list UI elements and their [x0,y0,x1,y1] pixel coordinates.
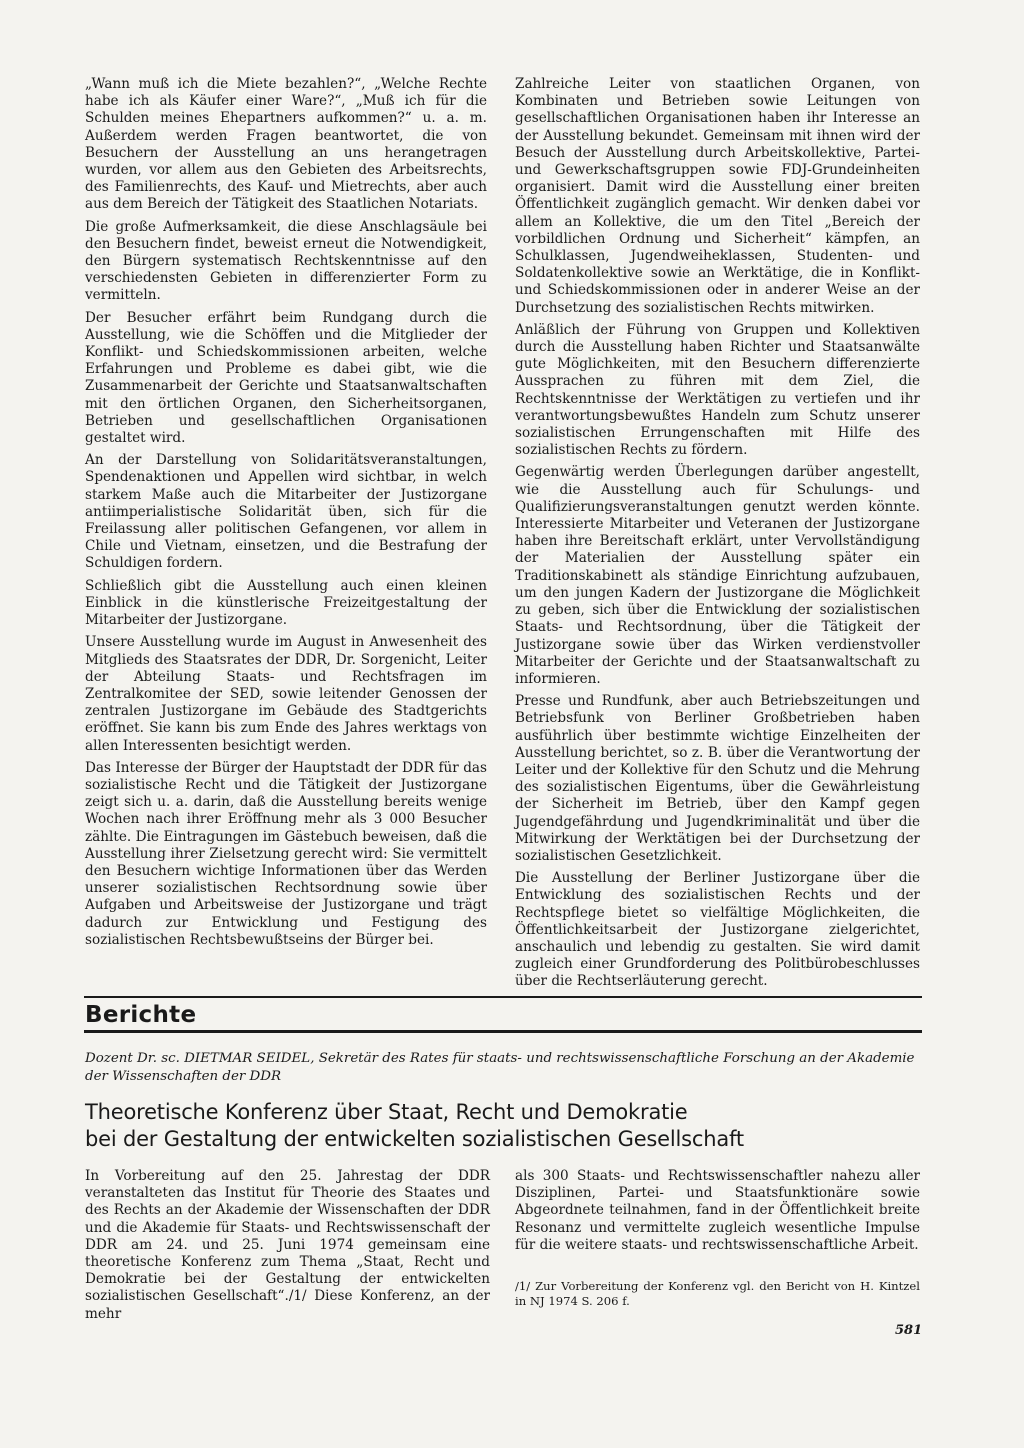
article-title-line: bei der Gestaltung der entwickelten sozialistischen Gesellschaft [85,1127,744,1151]
section-divider-top [84,996,922,998]
footnote: /1/ Zur Vorbereitung der Konferenz vgl. den Bericht von H. Kintzel in NJ 1974 S. 206 f. [515,1279,920,1308]
paragraph: In Vorbereitung auf den 25. Jahrestag der DDR veranstalteten das Institut für Theorie des Staates und des Rechts an der Akademie der Wissenschaften der DDR und die Akademie für Staats- und Rechtswissenschaft der DDR am 24. und 25. Juni 1974 gemeinsam eine theoretische Konferenz zum Thema „Staat, Recht und Demokratie bei der Gestaltung der entwickelten sozialistischen Gesellschaft“./1/ Diese Konferenz, an der mehr [85,1168,490,1322]
paragraph: Unsere Ausstellung wurde im August in Anwesenheit des Mitglieds des Staatsrates der DDR, Dr. Sorgenicht, Leiter der Abteilung Staats- und Rechtsfragen im Zentralkomitee der SED, sowie leitender Genossen der zentralen Justizorgane im Gebäude des Stadtgerichts eröffnet. Sie kann bis zum Ende des Jahres werktags von allen Interessenten besichtigt werden. [85,634,487,754]
page-number: 581 [895,1323,923,1338]
paragraph: Die große Aufmerksamkeit, die diese Anschlagsäule bei den Besuchern findet, beweist erneut die Notwendigkeit, den Bürgern systematisch Rechtskenntnisse auf den verschiedensten Gebieten in differenzierter Form zu vermitteln. [85,218,487,304]
right-column-top [515,76,920,996]
left-column-top [85,76,487,954]
paragraph: Presse und Rundfunk, aber auch Betriebszeitungen und Betriebsfunk von Berliner Großbetrieben haben ausführlich über bestimmte wichtige Einzelheiten der Ausstellung berichtet, so z. B. über die Verantwortung der Leiter und der Kollektive für den Schutz und die Mehrung des sozialistischen Eigentums, über die Gewährleistung der Sicherheit im Betrieb, über den Kampf gegen Jugendgefährdung und Jugendkriminalität und über die Mitwirkung der Werktätigen bei der Durchsetzung der sozialistischen Gesetzlichkeit. [515,693,920,864]
article-title [85,1099,945,1153]
section-divider-bottom [84,1030,922,1033]
paragraph: „Wann muß ich die Miete bezahlen?“, „Welche Rechte habe ich als Käufer einer Ware?“, „Muß ich für die Schulden meines Ehepartners aufkommen?“ u. a. m. Außerdem werden Fragen beantwortet, die von Besuchern der Ausstellung an uns herangetragen wurden, vor allem aus den Gebieten des Arbeitsrechts, des Familienrechts, des Kauf- und Mietrechts, aber auch aus dem Bereich der Tätigkeit des Staatlichen Notariats. [85,76,487,213]
left-column-bottom [85,1168,490,1328]
paragraph: Das Interesse der Bürger der Hauptstadt der DDR für das sozialistische Recht und die Tätigkeit der Justizorgane zeigt sich u. a. darin, daß die Ausstellung bereits wenige Wochen nach ihrer Eröffnung mehr als 3 000 Besucher zählte. Die Eintragungen im Gästebuch beweisen, daß die Ausstellung ihrer Zielsetzung gerecht wird: Sie vermittelt den Besuchern wichtige Informationen über das Werden unserer sozialistischen Rechtsordnung sowie über Aufgaben und Arbeitsweise der Justizorgane und trägt dadurch zur Entwicklung und Festigung des sozialistischen Rechtsbewußtseins der Bürger bei. [85,759,487,948]
paragraph: Die Ausstellung der Berliner Justizorgane über die Entwicklung des sozialistischen Rechts und der Rechtspflege bietet so vielfältige Möglichkeiten, die Öffentlichkeitsarbeit der Justizorgane zielgerichtet, anschaulich und lebendig zu gestalten. Sie wird damit zugleich einer Grundforderung des Politbürobeschlusses über die Rechtserläuterung gerecht. [515,870,920,990]
paragraph: Anläßlich der Führung von Gruppen und Kollektiven durch die Ausstellung haben Richter und Staatsanwälte gute Möglichkeiten, mit den Besuchern differenzierte Aussprachen zu führen mit dem Ziel, die Rechtskenntnisse der Werktätigen zu vertiefen und ihr verantwortungsbewußtes Handeln zum Schutz unserer sozialistischen Errungenschaften mit Hilfe des sozialistischen Rechts zu fördern. [515,321,920,459]
paragraph: Schließlich gibt die Ausstellung auch einen kleinen Einblick in die künstlerische Freizeitgestaltung der Mitarbeiter der Justizorgane. [85,577,487,629]
author-byline: Dozent Dr. sc. DIETMAR SEIDEL, Sekretär des Rates für staats- und rechtswissenschaftliche Forschung an der Akademie der Wissenschaften der DDR [85,1051,915,1084]
right-column-bottom [515,1168,920,1259]
section-heading: Berichte [85,1002,197,1028]
paragraph: An der Darstellung von Solidaritätsveranstaltungen, Spendenaktionen und Appellen wird sichtbar, in welch starkem Maße auch die Mitarbeiter der Justizorgane antiimperialistische Solidarität üben, sich für die Freilassung aller politischen Gefangenen, vor allem in Chile und Vietnam, einsetzen, und die Bestrafung der Schuldigen fordern. [85,452,487,572]
paragraph: Zahlreiche Leiter von staatlichen Organen, von Kombinaten und Betrieben sowie Leitungen von gesellschaftlichen Organisationen haben ihr Interesse an der Ausstellung bekundet. Gemeinsam mit ihnen wird der Besuch der Ausstellung durch Arbeitskollektive, Partei- und Gewerkschaftsgruppen sowie FDJ-Grundeinheiten organisiert. Damit wird die Ausstellung einer breiten Öffentlichkeit zugänglich gemacht. Wir denken dabei vor allem an Kollektive, die um den Titel „Bereich der vorbildlichen Ordnung und Sicherheit“ kämpfen, an Schulklassen, Jugendweiheklassen, Studenten- und Soldatenkollektive sowie an Werktätige, die in Konflikt- und Schiedskommissionen oder in anderer Weise an der Durchsetzung des sozialistischen Rechts mitwirken. [515,76,920,316]
paragraph: als 300 Staats- und Rechtswissenschaftler nahezu aller Disziplinen, Partei- und Staatsfunktionäre sowie Abgeordnete teilnahmen, fand in der Öffentlichkeit breite Resonanz und vermittelte zugleich wesentliche Impulse für die weitere staats- und rechtswissenschaftliche Arbeit. [515,1168,920,1253]
article-title-line: Theoretische Konferenz über Staat, Recht und Demokratie [85,1100,688,1124]
paragraph: Gegenwärtig werden Überlegungen darüber angestellt, wie die Ausstellung auch für Schulungs- und Qualifizierungsveranstaltungen genutzt werden könnte. Interessierte Mitarbeiter und Veteranen der Justizorgane haben ihre Bereitschaft erklärt, unter Vervollständigung der Materialien der Ausstellung später ein Traditionskabinett als ständige Einrichtung aufzubauen, um den jungen Kadern der Justizorgane die Möglichkeit zu geben, sich über die Entwicklung der sozialistischen Staats- und Rechtsordnung, über die Tätigkeit der Justizorgane sowie über das Wirken verdienstvoller Mitarbeiter der Gerichte und der Staatsanwaltschaft zu informieren. [515,464,920,687]
paragraph: Der Besucher erfährt beim Rundgang durch die Ausstellung, wie die Schöffen und die Mitglieder der Konflikt- und Schiedskommissionen arbeiten, welche Erfahrungen und Probleme es dabei gibt, wie die Zusammenarbeit der Gerichte und Staatsanwaltschaften mit den örtlichen Organen, den Sicherheitsorganen, Betrieben und gesellschaftlichen Organisationen gestaltet wird. [85,309,487,447]
